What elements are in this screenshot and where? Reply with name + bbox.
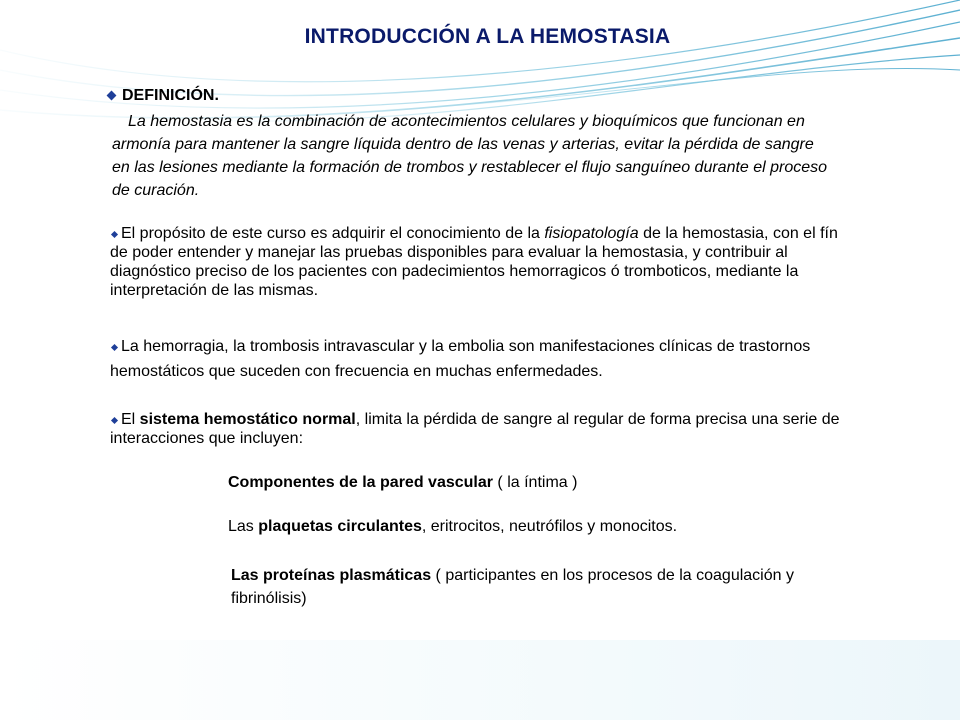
slide-title: INTRODUCCIÓN A LA HEMOSTASIA xyxy=(304,25,671,48)
definition-text xyxy=(112,110,827,202)
definition-line: en las lesiones mediante la formación de trombos y restablecer el flujo sanguíneo durante el proceso xyxy=(112,159,828,176)
system-paragraph: El sistema hemostático normal, limita la pérdida de sangre al regular de forma precisa una serie de interacciones que incluyen: xyxy=(110,411,840,447)
purpose-paragraph: El propósito de este curso es adquirir el conocimiento de la fisiopatología de la hemostasia, con el fín de poder entender y manejar las pruebas disponibles para evaluar la hemostasia, y contribuir al diagnóstico preciso de los pacientes con padecimientos hemorragicos ó tromboticos, mediante la interpretación de las mismas. xyxy=(110,225,838,299)
component-platelets: Las plaquetas circulantes, eritrocitos, neutrófilos y monocitos. xyxy=(228,518,678,535)
definition-line: de curación. xyxy=(112,182,200,199)
diamond-bullet-icon xyxy=(111,344,118,351)
manifestations-paragraph: La hemorragia, la trombosis intravascular y la embolia son manifestaciones clínicas de trastornos hemostáticos que suceden con frecuencia en muchas enfermedades. xyxy=(110,338,811,380)
bottom-fade-band xyxy=(0,640,960,720)
component-vascular-wall: Componentes de la pared vascular ( la íntima ) xyxy=(228,474,578,491)
definition-line: armonía para mantener la sangre líquida dentro de las venas y arterias, evitar la pérdida de sangre xyxy=(112,136,814,153)
definition-heading: DEFINICIÓN. xyxy=(108,87,219,105)
diamond-bullet-icon xyxy=(111,231,118,238)
component-plasma-proteins: Las proteínas plasmáticas ( participantes en los procesos de la coagulación y fibrinólisis) xyxy=(231,567,794,607)
definition-line: La hemostasia es la combinación de acontecimientos celulares y bioquímicos que funcionan en xyxy=(128,113,805,130)
diamond-bullet-icon xyxy=(107,91,117,101)
diamond-bullet-icon xyxy=(111,417,118,424)
